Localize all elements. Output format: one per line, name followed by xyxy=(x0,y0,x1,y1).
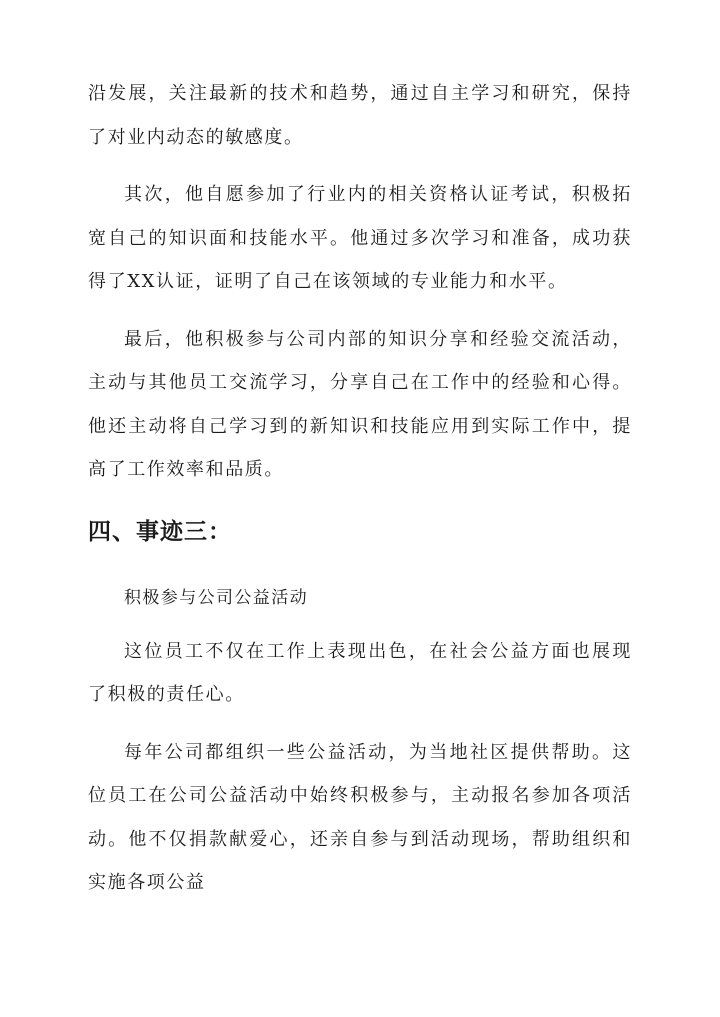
paragraph-public-welfare-activities: 每年公司都组织一些公益活动，为当地社区提供帮助。这位员工在公司公益活动中始终积极参与，主动报名参加各项活动。他不仅捐款献爱心，还亲自参与到活动现场，帮助组织和实施各项公益 xyxy=(88,741,632,893)
paragraph-continuation: 沿发展，关注最新的技术和趋势，通过自主学习和研究，保持了对业内动态的敏感度。 xyxy=(88,83,632,148)
section-subtitle: 积极参与公司公益活动 xyxy=(124,587,308,608)
paragraph-knowledge-sharing: 最后，他积极参与公司内部的知识分享和经验交流活动，主动与其他员工交流学习，分享自己在工作中的经验和心得。他还主动将自己学习到的新知识和技能应用到实际工作中，提高了工作效率和品质。 xyxy=(88,328,632,480)
section-heading: 四、事迹三： xyxy=(88,518,232,545)
paragraph-public-welfare-intro: 这位员工不仅在工作上表现出色，在社会公益方面也展现了积极的责任心。 xyxy=(88,640,632,705)
paragraph-certification: 其次，他自愿参加了行业内的相关资格认证考试，积极拓宽自己的知识面和技能水平。他通过多次学习和准备，成功获得了XX认证，证明了自己在该领域的专业能力和水平。 xyxy=(88,184,632,292)
